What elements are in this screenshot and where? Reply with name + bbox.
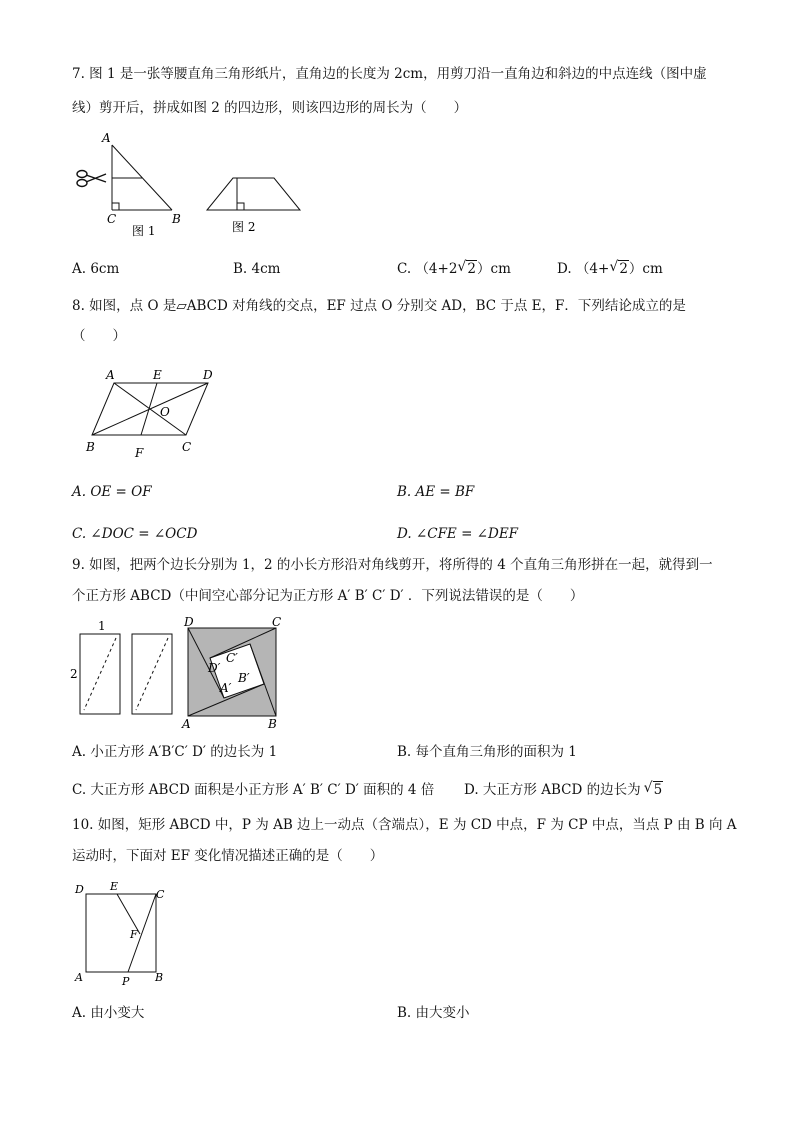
q10-text-line2: 运动时，下面对 EF 变化情况描述正确的是（ ） (72, 848, 384, 864)
q9-label-bprime: B′ (238, 671, 250, 685)
q9-label-aprime: A′ (220, 681, 232, 695)
q10-option-a: A. 由小变大 (72, 1005, 145, 1021)
q8-label-f: F (135, 446, 144, 460)
q9-label-1: 1 (98, 619, 106, 633)
q7-option-d (557, 259, 663, 279)
q7-option-a: A. 6cm (72, 261, 120, 277)
q9-rect2 (132, 634, 172, 714)
q9-label-cprime: C′ (226, 651, 238, 665)
q8-label-b: B (86, 440, 95, 454)
q8-option-c: C. ∠DOC = ∠OCD (72, 526, 198, 542)
q10-figure (70, 876, 180, 991)
q8-option-d: D. ∠CFE = ∠DEF (397, 526, 519, 542)
q8-parallelogram (92, 383, 208, 435)
q9-rect1 (80, 634, 120, 714)
q7-option-c-prefix: C. （4+2 (397, 261, 458, 277)
q9-option-d (464, 780, 663, 800)
q10-label-a: A (75, 971, 83, 984)
q10-option-b: B. 由大变小 (397, 1005, 470, 1021)
q10-label-f: F (130, 928, 138, 941)
q7-option-d-suffix: ）cm (628, 261, 663, 277)
q9-label-2: 2 (70, 667, 78, 681)
q7-text-line2: 线）剪开后，拼成如图 2 的四边形，则该四边形的周长为（ ） (72, 100, 468, 116)
q9-label-c: C (272, 615, 282, 629)
q7-option-c-radicand: 2 (467, 261, 477, 277)
fig1-label-b: B (172, 212, 181, 226)
q9-option-d-text: D. 大正方形 ABCD 的边长为 (464, 782, 641, 798)
q8-label-e: E (153, 368, 162, 382)
q9-label-a: A (182, 717, 191, 731)
q8-option-a: A. OE = OF (72, 484, 152, 500)
q8-option-b: B. AE = BF (397, 484, 475, 500)
fig1-triangle (112, 145, 172, 210)
fig1-label-c: C (107, 212, 117, 226)
q7-figure (70, 130, 310, 240)
sqrt-symbol: √ 2 (609, 259, 628, 277)
q9-text-line2: 个正方形 ABCD（中间空心部分记为正方形 A′ B′ C′ D′ ．下列说法错误的是（ ） (72, 588, 584, 604)
q9-option-d-radicand: 5 (653, 782, 663, 798)
q7-option-d-prefix: D. （4+ (557, 261, 610, 277)
q7-text-line1: 7. 图 1 是一张等腰直角三角形纸片，直角边的长度为 2cm，用剪刀沿一直角边和斜边的中点连线（图中虚 (72, 66, 707, 82)
q8-label-c: C (182, 440, 192, 454)
q7-option-c (397, 259, 511, 279)
fig2-trapezoid (207, 178, 300, 210)
q7-option-d-radicand: 2 (619, 261, 628, 277)
sqrt-symbol: √ 5 (643, 780, 663, 798)
fig2-caption: 图 2 (232, 220, 256, 234)
sqrt-symbol: √ 2 (457, 259, 477, 277)
q9-label-dprime: D′ (208, 661, 221, 675)
q9-figure (68, 614, 298, 734)
q10-text-line1: 10. 如图，矩形 ABCD 中，P 为 AB 边上一动点（含端点），E 为 CD 中点，F 为 CP 中点，当点 P 由 B 向 A (72, 817, 737, 833)
q8-figure (80, 365, 230, 460)
fig1-caption: 图 1 (132, 224, 156, 238)
q9-option-c: C. 大正方形 ABCD 面积是小正方形 A′ B′ C′ D′ 面积的 4 倍 (72, 782, 435, 798)
q10-label-p: P (122, 975, 130, 988)
q9-label-d: D (184, 615, 194, 629)
q10-label-c: C (156, 888, 165, 901)
q8-label-o: O (160, 405, 170, 419)
q10-rectangle (86, 894, 156, 972)
q9-option-b: B. 每个直角三角形的面积为 1 (397, 744, 577, 760)
q10-label-d: D (75, 883, 84, 896)
q9-big-square (188, 628, 276, 716)
q9-option-a: A. 小正方形 A′B′C′ D′ 的边长为 1 (72, 744, 278, 760)
q7-option-b: B. 4cm (233, 261, 281, 277)
q8-text-line1: 8. 如图，点 O 是▱ABCD 对角线的交点，EF 过点 O 分别交 AD，BC 于点 E，F．下列结论成立的是 (72, 298, 686, 314)
q8-label-a: A (106, 368, 115, 382)
q10-label-b: B (155, 971, 164, 984)
q10-label-e: E (110, 880, 119, 893)
q8-label-d: D (203, 368, 213, 382)
q7-option-c-suffix: ）cm (477, 261, 511, 277)
q9-label-b: B (268, 717, 277, 731)
q9-text-line1: 9. 如图，把两个边长分别为 1，2 的小长方形沿对角线剪开，将所得的 4 个直角三角形拼在一起，就得到一 (72, 557, 713, 573)
fig1-label-a: A (102, 131, 111, 145)
scissors-icon (77, 171, 106, 187)
q8-text-line2: （ ） (72, 328, 126, 344)
